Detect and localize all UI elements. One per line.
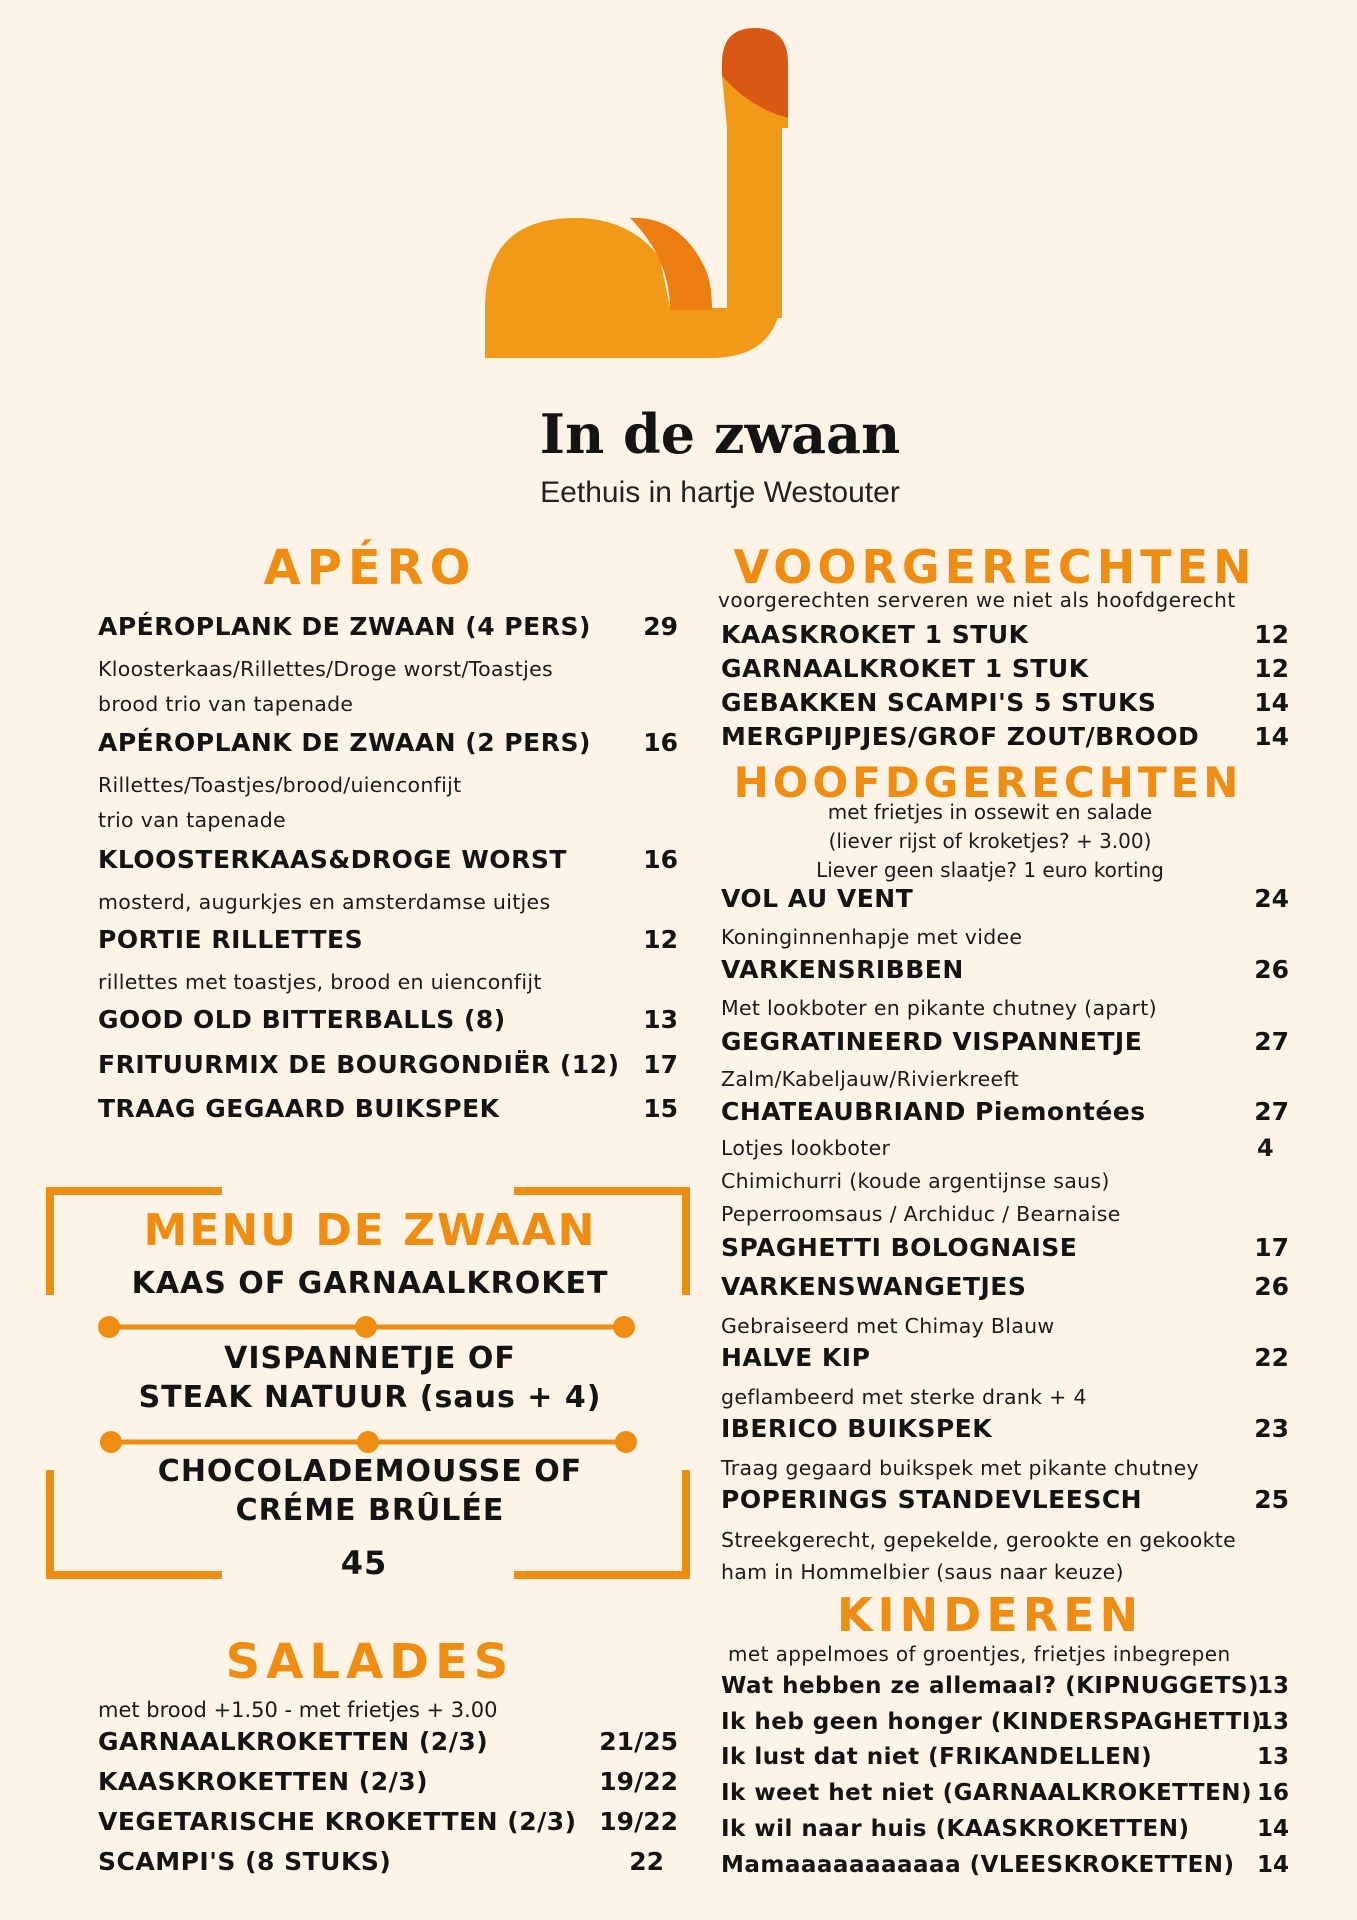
menu-item (721, 1233, 1289, 1267)
item-price: 23 (1254, 1414, 1289, 1443)
item-name: KAASKROKET 1 STUK (721, 620, 1029, 649)
item-price: 14 (1256, 1816, 1289, 1842)
item-name: Ik weet het niet (GARNAALKROKETTEN) (721, 1780, 1253, 1806)
item-price: 13 (643, 1005, 678, 1034)
salades-note: met brood +1.50 - met frietjes + 3.00 (98, 1698, 498, 1722)
item-price: 16 (643, 845, 678, 874)
menu-item (721, 1673, 1289, 1707)
menu-item (721, 955, 1289, 989)
item-price: 13 (1256, 1709, 1289, 1735)
menu-item (721, 1816, 1289, 1850)
item-name: HALVE KIP (721, 1343, 871, 1372)
item-price: 26 (1254, 955, 1289, 984)
item-description: Zalm/Kabeljauw/Rivierkreeft (721, 1067, 1019, 1091)
menu-item (721, 722, 1289, 756)
menu-course-3: CRÉME BRÛLÉE (235, 1493, 505, 1528)
menu-item (721, 884, 1289, 918)
item-price: 19/22 (599, 1767, 678, 1796)
kinderen-heading: KINDEREN (836, 1588, 1144, 1642)
restaurant-name: In de zwaan (539, 402, 901, 466)
item-name: MERGPIJPJES/GROF ZOUT/BROOD (721, 722, 1200, 751)
item-name: VARKENSWANGETJES (721, 1272, 1027, 1301)
item-price: 19/22 (599, 1807, 678, 1836)
item-name: IBERICO BUIKSPEK (721, 1414, 993, 1443)
item-price: 16 (643, 728, 678, 757)
divider-bottom (100, 1431, 637, 1453)
item-price: 27 (1254, 1097, 1289, 1126)
menu-item (721, 1027, 1289, 1061)
item-name: GEGRATINEERD VISPANNETJE (721, 1027, 1143, 1056)
voorgerechten-heading: VOORGERECHTEN (733, 540, 1257, 594)
item-name: PORTIE RILLETTES (98, 925, 364, 954)
item-price: 12 (643, 925, 678, 954)
item-name: SPAGHETTI BOLOGNAISE (721, 1233, 1078, 1262)
divider-top (98, 1316, 635, 1338)
menu-item (98, 925, 678, 959)
item-price: 26 (1254, 1272, 1289, 1301)
menu-course-1: KAAS OF GARNAALKROKET (131, 1266, 609, 1301)
item-description: mosterd, augurkjes en amsterdamse uitjes (98, 890, 551, 914)
item-price: 25 (1254, 1485, 1289, 1514)
item-description: Traag gegaard buikspek met pikante chutney (721, 1456, 1199, 1480)
menu-item (98, 728, 678, 762)
item-description: Streekgerecht, gepekelde, gerookte en gekookte (721, 1528, 1237, 1552)
item-description: rillettes met toastjes, brood en uienconfijt (98, 970, 542, 994)
item-name: VEGETARISCHE KROKETTEN (2/3) (98, 1807, 577, 1836)
item-name: VARKENSRIBBEN (721, 955, 964, 984)
item-name: FRITUURMIX DE BOURGONDIËR (12) (98, 1050, 620, 1079)
item-description: Kloosterkaas/Rillettes/Droge worst/Toastjes (98, 657, 553, 681)
item-name: Ik lust dat niet (FRIKANDELLEN) (721, 1744, 1153, 1770)
swan-logo (480, 28, 820, 368)
item-price: 24 (1254, 884, 1289, 913)
item-name: SCAMPI'S (8 STUKS) (98, 1847, 392, 1876)
item-name: Mamaaaaaaaaaaa (VLEESKROKETTEN) (721, 1852, 1235, 1878)
item-price: 22 (1254, 1343, 1289, 1372)
menu-item (721, 1709, 1289, 1743)
item-price: 29 (643, 612, 678, 641)
menu-item (721, 1780, 1289, 1814)
salades-heading: SALADES (225, 1634, 515, 1690)
item-price: 13 (1256, 1744, 1289, 1770)
item-description: geflambeerd met sterke drank + 4 (721, 1385, 1087, 1409)
menu-item (721, 654, 1289, 688)
item-description: Met lookboter en pikante chutney (apart) (721, 996, 1157, 1020)
item-price: 16 (1256, 1780, 1289, 1806)
menu-item (98, 845, 678, 879)
item-name: VOL AU VENT (721, 884, 914, 913)
item-name: POPERINGS STANDEVLEESCH (721, 1485, 1143, 1514)
menu-course-3: CHOCOLADEMOUSSE OF (157, 1454, 583, 1489)
item-description: Gebraiseerd met Chimay Blauw (721, 1314, 1055, 1338)
menu-item (98, 1094, 678, 1128)
item-description: trio van tapenade (98, 808, 286, 832)
menu-item (721, 688, 1289, 722)
menu-item (98, 1727, 678, 1761)
item-name: GARNAALKROKETTEN (2/3) (98, 1727, 489, 1756)
item-name: Ik heb geen honger (KINDERSPAGHETTI) (721, 1709, 1262, 1735)
item-price: 22 (629, 1847, 664, 1876)
item-description: Koninginnenhapje met videe (721, 925, 1023, 949)
menu-item (721, 1414, 1289, 1448)
menu-course-2: VISPANNETJE OF (224, 1341, 516, 1376)
kinderen-note: met appelmoes of groentjes, frietjes inbegrepen (728, 1642, 1231, 1666)
item-description: Lotjes lookboter (721, 1136, 891, 1160)
menu-item (98, 1847, 678, 1881)
item-price: 12 (1254, 654, 1289, 683)
menu-course-2: STEAK NATUUR (saus + 4) (138, 1380, 602, 1415)
menu-item (721, 1343, 1289, 1377)
menu-title: MENU DE ZWAAN (143, 1205, 597, 1256)
menu-item (98, 1767, 678, 1801)
item-price: 27 (1254, 1027, 1289, 1056)
menu-item (721, 1852, 1289, 1886)
item-price: 14 (1256, 1852, 1289, 1878)
item-name: Wat hebben ze allemaal? (KIPNUGGETS) (721, 1673, 1259, 1699)
menu-item (721, 1485, 1289, 1519)
menu-item (721, 1097, 1289, 1131)
menu-item (721, 620, 1289, 654)
hoofdgerechten-note: Liever geen slaatje? 1 euro korting (816, 858, 1164, 882)
item-name: APÉROPLANK DE ZWAAN (4 PERS) (98, 612, 591, 641)
item-name: GEBAKKEN SCAMPI'S 5 STUKS (721, 688, 1157, 717)
restaurant-tagline: Eethuis in hartje Westouter (540, 476, 900, 509)
item-description: Peperroomsaus / Archiduc / Bearnaise (721, 1202, 1121, 1226)
item-description: brood trio van tapenade (98, 692, 354, 716)
hoofdgerechten-note: met frietjes in ossewit en salade (827, 800, 1153, 824)
item-price: 14 (1254, 688, 1289, 717)
item-price: 14 (1254, 722, 1289, 751)
item-price: 15 (643, 1094, 678, 1123)
item-name: APÉROPLANK DE ZWAAN (2 PERS) (98, 728, 591, 757)
item-name: CHATEAUBRIAND Piemontées (721, 1097, 1146, 1126)
hoofdgerechten-heading: HOOFDGERECHTEN (733, 758, 1243, 807)
item-name: GARNAALKROKET 1 STUK (721, 654, 1089, 683)
item-name: Ik wil naar huis (KAASKROKETTEN) (721, 1816, 1190, 1842)
item-name: KLOOSTERKAAS&DROGE WORST (98, 845, 567, 874)
item-name: TRAAG GEGAARD BUIKSPEK (98, 1094, 500, 1123)
menu-item (721, 1744, 1289, 1778)
menu-item (721, 1272, 1289, 1306)
item-price: 17 (643, 1050, 678, 1079)
item-name: KAASKROKETTEN (2/3) (98, 1767, 429, 1796)
item-name: GOOD OLD BITTERBALLS (8) (98, 1005, 506, 1034)
item-price: 21/25 (599, 1727, 678, 1756)
item-price: 13 (1256, 1673, 1289, 1699)
item-description: ham in Hommelbier (saus naar keuze) (721, 1560, 1124, 1584)
item-price: 17 (1254, 1233, 1289, 1262)
menu-item (98, 1005, 678, 1039)
item-description: Chimichurri (koude argentijnse saus) (721, 1169, 1110, 1193)
menu-item (98, 1807, 678, 1841)
apero-heading: APÉRO (263, 540, 477, 596)
hoofdgerechten-note: (liever rijst of kroketjes? + 3.00) (828, 829, 1152, 853)
menu-price: 45 (340, 1544, 388, 1582)
menu-item (98, 612, 678, 646)
item-description: Rillettes/Toastjes/brood/uienconfijt (98, 773, 462, 797)
item-price-extra: 4 (1257, 1134, 1274, 1162)
item-price: 12 (1254, 620, 1289, 649)
voorgerechten-note: voorgerechten serveren we niet als hoofdgerecht (718, 588, 1236, 612)
menu-item (98, 1050, 678, 1084)
